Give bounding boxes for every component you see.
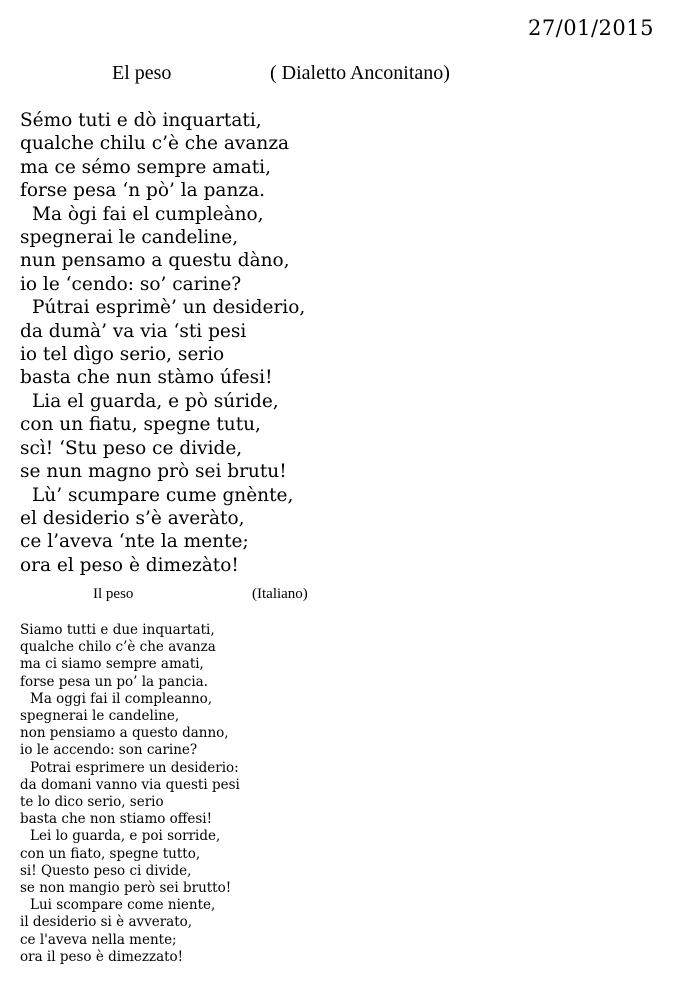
poem-line: nun pensamo a questu dàno, — [20, 250, 290, 272]
poem-line: Sémo tuti e dò inquartati, — [20, 110, 262, 131]
poem-line: se non mangio però sei brutto! — [20, 880, 232, 897]
poem-line: io le ‘cendo: so’ carine? — [20, 273, 242, 295]
dialect-title: El peso — [112, 62, 172, 84]
poem-line: io tel dìgo serio, serio — [20, 344, 225, 366]
poem-line: si! Questo peso ci divide, — [20, 862, 192, 879]
poem-line: ora el peso è dimezàto! — [20, 554, 239, 576]
poem-line: qualche chilu c’è che avanza — [20, 133, 290, 155]
poem-line: non pensiamo a questo danno, — [20, 725, 229, 742]
poem-line: te lo dico serio, serio — [20, 794, 164, 811]
poem-line: ma ce sémo sempre amati, — [20, 156, 271, 178]
italian-subtitle: (Italiano) — [252, 586, 308, 602]
poem-line: con un fiatu, spegne tutu, — [20, 414, 261, 436]
poem-line: Lui scompare come niente, — [30, 897, 216, 914]
poem-line: Ma oggi fai il compleanno, — [30, 690, 213, 707]
poem-line: scì! ‘Stu peso ce divide, — [20, 437, 243, 459]
poem-line: da domani vanno via questi pesi — [20, 776, 240, 793]
poem-line: Potrai esprimere un desiderio: — [30, 759, 239, 776]
poem-line: basta che nun stàmo úfesi! — [20, 367, 273, 389]
poem-line: con un fiato, spegne tutto, — [20, 845, 201, 862]
poem-line: ma ci siamo sempre amati, — [20, 656, 204, 673]
poem-line: forse pesa un po’ la pancia. — [20, 673, 208, 690]
poem-line: Ma ògi fai el cumpleàno, — [32, 203, 264, 225]
poem-line: Siamo tutti e due inquartati, — [20, 622, 215, 638]
dialect-poem — [20, 109, 305, 577]
poem-line: forse pesa ‘n pò’ la panza. — [20, 180, 266, 202]
dialect-subtitle: ( Dialetto Anconitano) — [270, 62, 450, 84]
poem-line: il desiderio si è avverato, — [20, 914, 193, 931]
poem-line: ora il peso è dimezzato! — [20, 948, 184, 965]
poem-line: se nun magno prò sei brutu! — [20, 461, 287, 483]
poem-line: spegnerai le candeline, — [20, 227, 239, 249]
poem-line: basta che non stiamo offesi! — [20, 811, 213, 828]
italian-title: Il peso — [93, 586, 134, 602]
poem-line: Pútrai esprimè’ un desiderio, — [32, 297, 306, 319]
poem-line: Lei lo guarda, e poi sorride, — [30, 828, 221, 845]
poem-line: da dumà’ va via ‘sti pesi — [20, 320, 247, 342]
poem-line: Lù’ scumpare cume gnènte, — [32, 484, 294, 506]
poem-line: qualche chilo c’è che avanza — [20, 639, 216, 656]
document-date: 27/01/2015 — [527, 16, 654, 40]
poem-line: el desiderio s’è averàto, — [20, 507, 245, 529]
poem-line: ce l’aveva ‘nte la mente; — [20, 531, 249, 553]
poem-line: Lia el guarda, e pò súride, — [32, 390, 279, 412]
italian-poem — [20, 622, 240, 966]
poem-line: spegnerai le candeline, — [20, 708, 180, 725]
poem-line: ce l'aveva nella mente; — [20, 931, 177, 948]
poem-line: io le accendo: son carine? — [20, 742, 198, 759]
